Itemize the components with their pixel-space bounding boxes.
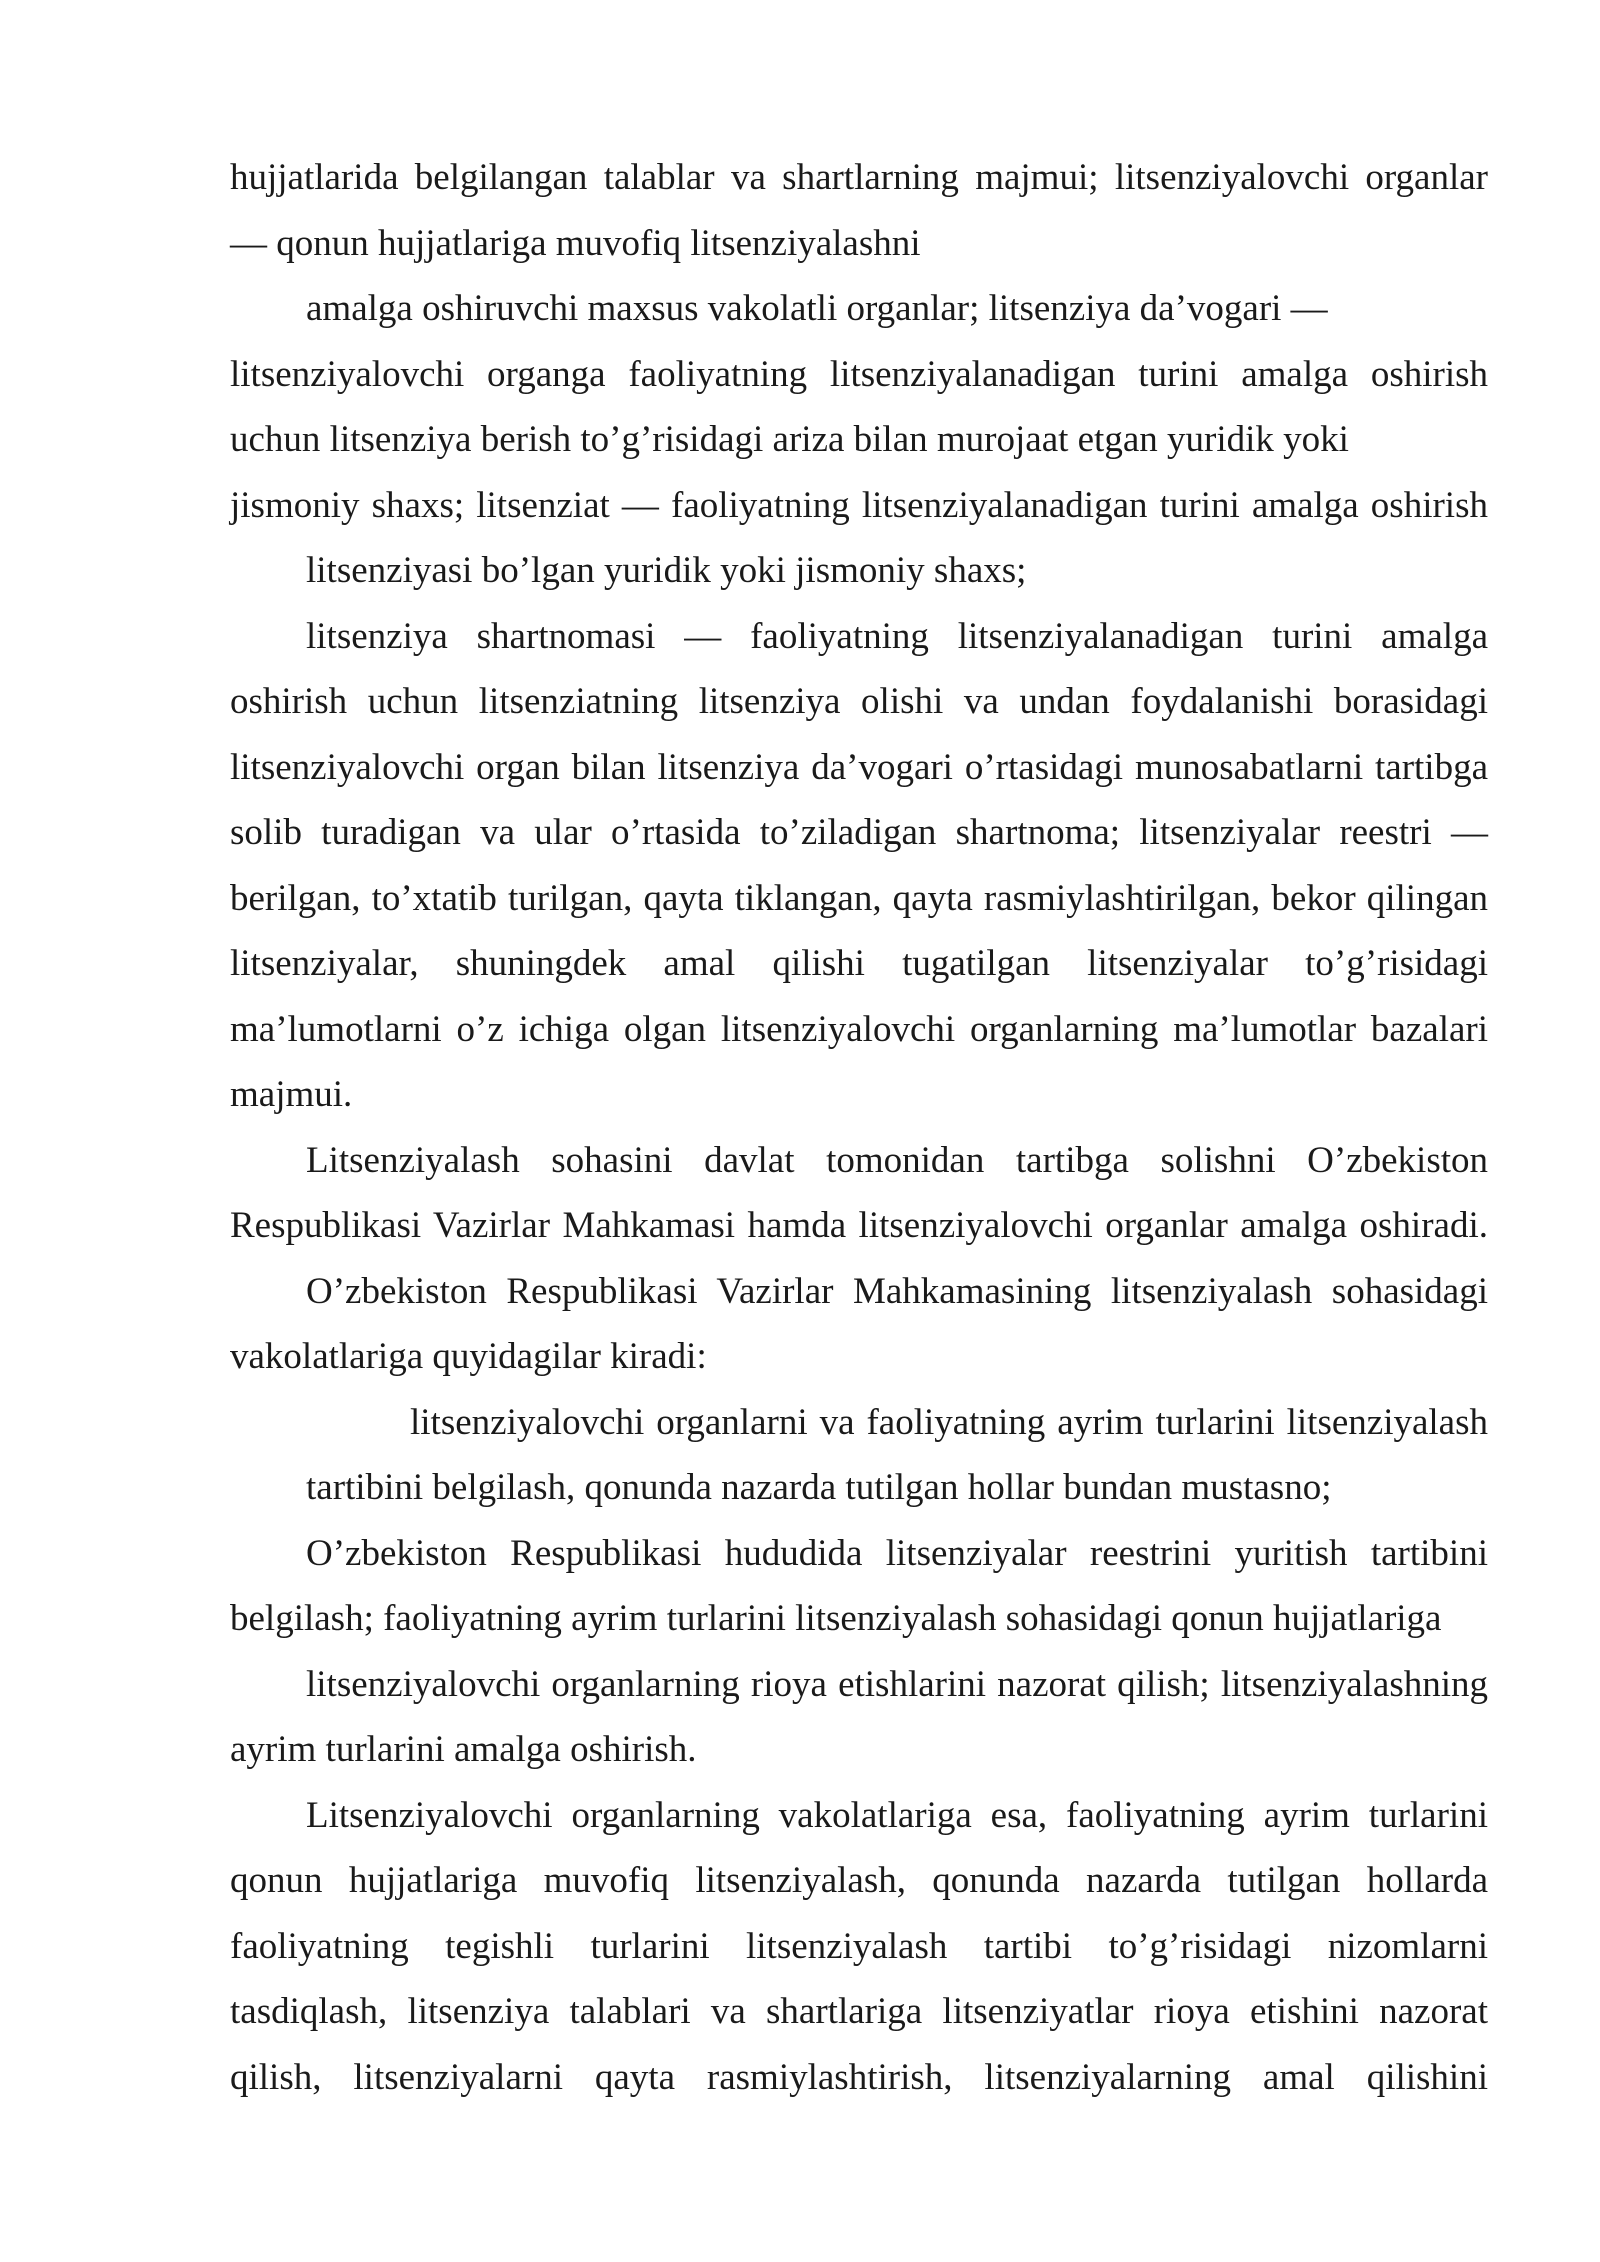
text-line: litsenziyalovchi organga faoliyatning litsenziyalanadigan turini amalga oshirish: [230, 353, 1488, 395]
text-line: litsenziyasi bo’lgan yuridik yoki jismoniy shaxs;: [306, 550, 1027, 591]
text-line: qonun hujjatlariga muvofiq litsenziyalash, qonunda nazarda tutilgan hollarda: [230, 1860, 1488, 1901]
text-line: solib turadigan va ular o’rtasida to’ziladigan shartnoma; litsenziyalar reestri —: [230, 812, 1488, 853]
text-line: litsenziyalovchi organlarning rioya etishlarini nazorat qilish; litsenziyalashning: [306, 1663, 1488, 1705]
text-line: ayrim turlarini amalga oshirish.: [230, 1729, 697, 1770]
document-page: [230, 145, 1488, 2110]
text-line: faoliyatning tegishli turlarini litsenziyalash tartibi to’g’risidagi nizomlarni: [230, 1925, 1488, 1967]
text-line: Litsenziyalash sohasini davlat tomonidan tartibga solishni O’zbekiston: [306, 1139, 1488, 1181]
text-line: jismoniy shaxs; litsenziat — faoliyatning litsenziyalanadigan turini amalga oshirish: [230, 484, 1488, 526]
text-line: — qonun hujjatlariga muvofiq litsenziyalashni: [230, 222, 921, 264]
text-line: O’zbekiston Respublikasi hududida litsenziyalar reestrini yuritish tartibini: [306, 1532, 1488, 1574]
text-line: litsenziyalovchi organ bilan litsenziya da’vogari o’rtasidagi munosabatlarni tartibga: [230, 746, 1488, 788]
text-line: litsenziyalovchi organlarni va faoliyatning ayrim turlarini litsenziyalash: [410, 1401, 1488, 1443]
text-line: tasdiqlash, litsenziya talablari va shartlariga litsenziyatlar rioya etishini nazorat: [230, 1991, 1488, 2032]
text-line: belgilash; faoliyatning ayrim turlarini litsenziyalash sohasidagi qonun hujjatlariga: [230, 1598, 1442, 1639]
text-line: Litsenziyalovchi organlarning vakolatlariga esa, faoliyatning ayrim turlarini: [306, 1794, 1488, 1836]
text-line: qilish, litsenziyalarni qayta rasmiylashtirish, litsenziyalarning amal qilishini: [230, 2056, 1488, 2098]
text-line: hujjatlarida belgilangan talablar va shartlarning majmui; litsenziyalovchi organlar: [230, 157, 1488, 198]
text-line: ma’lumotlarni o’z ichiga olgan litsenziyalovchi organlarning ma’lumotlar bazalari: [230, 1008, 1488, 1050]
text-line: berilgan, to’xtatib turilgan, qayta tiklangan, qayta rasmiylashtirilgan, bekor qilingan: [230, 877, 1488, 919]
text-line: uchun litsenziya berish to’g’risidagi ariza bilan murojaat etgan yuridik yoki: [230, 419, 1349, 460]
text-line: vakolatlariga quyidagilar kiradi:: [230, 1336, 707, 1377]
text-line: majmui.: [230, 1074, 353, 1115]
text-line: tartibini belgilash, qonunda nazarda tutilgan hollar bundan mustasno;: [306, 1467, 1332, 1508]
text-line: litsenziya shartnomasi — faoliyatning litsenziyalanadigan turini amalga: [306, 615, 1488, 657]
text-line: litsenziyalar, shuningdek amal qilishi tugatilgan litsenziyalar to’g’risidagi: [230, 943, 1488, 984]
text-line: O’zbekiston Respublikasi Vazirlar Mahkamasining litsenziyalash sohasidagi: [306, 1270, 1488, 1312]
text-line: Respublikasi Vazirlar Mahkamasi hamda litsenziyalovchi organlar amalga oshiradi.: [230, 1205, 1488, 1246]
text-line: oshirish uchun litsenziatning litsenziya olishi va undan foydalanishi borasidagi: [230, 681, 1488, 722]
text-line: amalga oshiruvchi maxsus vakolatli organlar; litsenziya da’vogari —: [306, 288, 1328, 329]
